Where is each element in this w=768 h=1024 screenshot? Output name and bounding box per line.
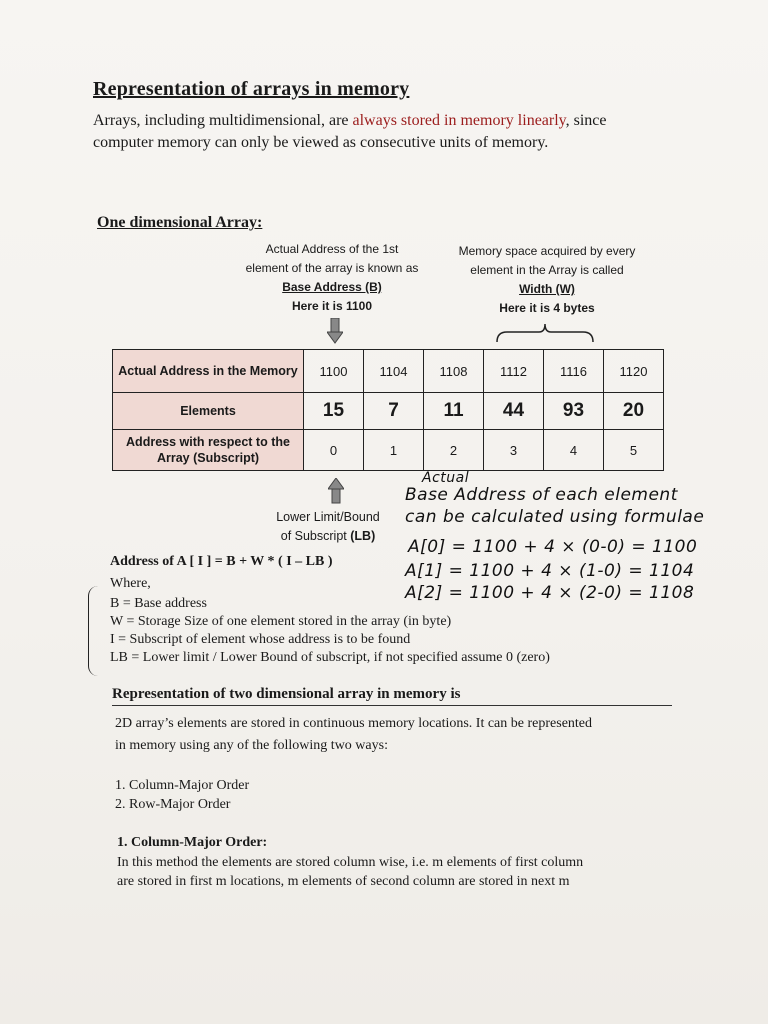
- definition-lb: LB = Lower limit / Lower Bound of subscript, if not specified assume 0 (zero): [110, 650, 550, 665]
- handwritten-note-line1: Base Address of each element: [405, 485, 678, 505]
- callout-left-line3: Base Address (B): [282, 280, 382, 294]
- callout-right-line3: Width (W): [519, 282, 575, 296]
- definitions-brace: [88, 586, 103, 676]
- two-dim-line1: 2D array’s elements are stored in continuous memory locations. It can be represented: [115, 716, 593, 731]
- intro-text-3: computer memory can only be viewed as consecutive units of memory.: [93, 134, 549, 151]
- two-dim-line2: in memory using any of the following two ways:: [115, 738, 388, 753]
- subscript-cell: 2: [424, 430, 484, 471]
- formula-where: Where,: [110, 576, 151, 591]
- column-major-paragraph: [117, 853, 677, 891]
- callout-right-line1: Memory space acquired by every: [458, 244, 636, 258]
- two-dim-heading: Representation of two dimensional array in memory is: [112, 686, 461, 702]
- address-cell: 1120: [604, 350, 664, 393]
- two-dim-divider: [112, 705, 672, 706]
- table-row-subscripts: [113, 430, 664, 471]
- order-list-item: 2. Row-Major Order: [115, 797, 231, 812]
- table-row-addresses: [113, 350, 664, 393]
- intro-highlight: always stored in memory linearly: [352, 112, 566, 129]
- address-cell: 1112: [484, 350, 544, 393]
- callout-right-line2: element in the Array is called: [470, 263, 624, 277]
- definition-i: I = Subscript of element whose address is to be found: [110, 632, 411, 647]
- callout-left-line1: Actual Address of the 1st: [265, 242, 399, 256]
- handwritten-calc-3: A[2] = 1100 + 4 × (2-0) = 1108: [405, 583, 695, 603]
- width-callout: [438, 242, 656, 318]
- address-cell: 1104: [364, 350, 424, 393]
- callout-left-line4: Here it is 1100: [291, 299, 373, 313]
- one-dim-heading: One dimensional Array:: [97, 214, 263, 231]
- subscript-cell: 5: [604, 430, 664, 471]
- callout-left-line2: element of the array is known as: [245, 261, 419, 275]
- intro-text-1: Arrays, including multidimensional, are: [93, 112, 353, 129]
- element-cell: 93: [544, 393, 604, 430]
- order-list-item: 1. Column-Major Order: [115, 778, 250, 793]
- lower-bound-line2: of Subscript: [280, 529, 347, 543]
- lower-bound-line1: Lower Limit/Bound: [276, 510, 380, 524]
- two-dim-paragraph: [115, 714, 675, 755]
- table-row-elements: [113, 393, 664, 430]
- address-cell: 1116: [544, 350, 604, 393]
- arrow-down-icon: [327, 318, 343, 344]
- column-major-line2: are stored in first m locations, m elements of second column are stored in next m: [117, 874, 570, 889]
- page-title: Representation of arrays in memory: [93, 78, 410, 100]
- address-formula: Address of A [ I ] = B + W * ( I – LB ): [110, 554, 333, 569]
- handwritten-calc-2: A[1] = 1100 + 4 × (1-0) = 1104: [405, 561, 695, 581]
- element-cell: 7: [364, 393, 424, 430]
- definition-b: B = Base address: [110, 596, 207, 611]
- subscript-cell: 4: [544, 430, 604, 471]
- intro-paragraph: [93, 110, 693, 154]
- element-cell: 15: [304, 393, 364, 430]
- row-label-address: Actual Address in the Memory: [113, 350, 304, 393]
- subscript-cell: 0: [304, 430, 364, 471]
- intro-text-2: , since: [565, 112, 607, 129]
- handwritten-note-actual: Actual: [422, 470, 470, 486]
- row-label-elements: Elements: [113, 393, 304, 430]
- handwritten-calc-1: A[0] = 1100 + 4 × (0-0) = 1100: [408, 537, 698, 557]
- address-cell: 1108: [424, 350, 484, 393]
- arrow-up-icon: [328, 478, 344, 504]
- column-major-line1: In this method the elements are stored column wise, i.e. m elements of first column: [117, 855, 584, 870]
- column-major-heading: 1. Column-Major Order:: [117, 835, 268, 850]
- lower-bound-label: [262, 508, 394, 546]
- width-brace-icon: [495, 322, 595, 344]
- subscript-cell: 3: [484, 430, 544, 471]
- callout-right-line4: Here it is 4 bytes: [499, 301, 595, 315]
- handwritten-note-line2: can be calculated using formulae: [405, 507, 705, 527]
- subscript-cell: 1: [364, 430, 424, 471]
- address-cell: 1100: [304, 350, 364, 393]
- row-label-subscript: Address with respect to the Array (Subscript): [113, 430, 304, 471]
- base-address-callout: [222, 240, 442, 316]
- element-cell: 11: [424, 393, 484, 430]
- one-dim-array-table: [112, 349, 664, 471]
- element-cell: 44: [484, 393, 544, 430]
- element-cell: 20: [604, 393, 664, 430]
- lower-bound-abbr: (LB): [350, 529, 376, 543]
- definition-w: W = Storage Size of one element stored in the array (in byte): [110, 614, 452, 629]
